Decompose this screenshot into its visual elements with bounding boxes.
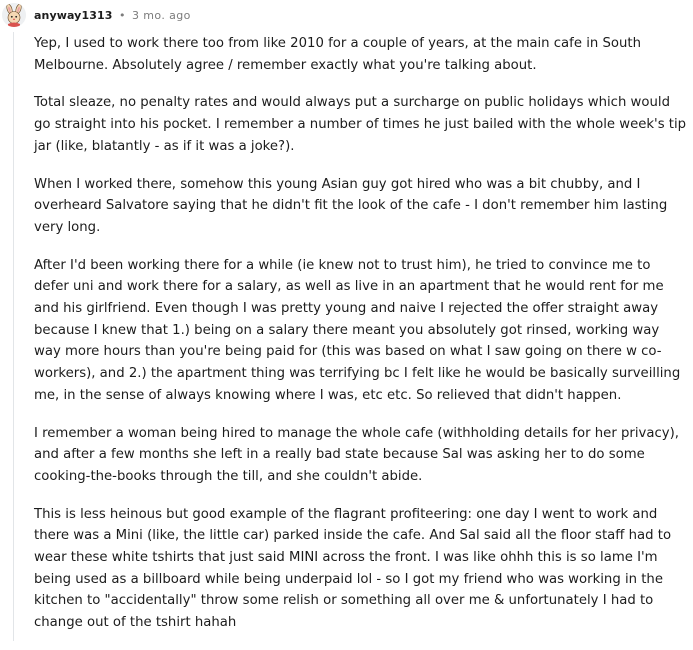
comment-paragraph: When I worked there, somehow this young Asian guy got hired who was a bit chubby, and I overheard Salvatore saying that he didn't fit the look of the cafe - I don't remember him lasting very long. [34, 176, 668, 235]
meta-separator: • [118, 9, 126, 22]
comment-paragraph: I remember a woman being hired to manage the whole cafe (withholding details for her privacy), and after a few months she left in a really bad state because Sal was asking her to do some cooking-the-books through the till, and she couldn't abide. [34, 425, 679, 484]
comment-body [34, 33, 689, 650]
rabbit-avatar-icon [2, 3, 26, 27]
comment-paragraph: This is less heinous but good example of the flagrant profiteering: one day I went to work and there was a Mini (like, the little car) parked inside the cafe. And Sal said all the floor staff had to wear these white tshirts that just said MINI across the front. I was like ohhh this is so lame I'm being used as a billboard while being underpaid lol - so I got my friend who was working in the kitchen to "accidentally" throw some relish or something all over me & unfortunately I had to change out of the tshirt hahah [34, 506, 672, 631]
comment-timestamp[interactable]: 3 mo. ago [131, 9, 191, 22]
user-avatar[interactable] [2, 3, 26, 27]
comment-meta [34, 9, 191, 23]
thread-line[interactable] [13, 32, 14, 641]
comment-paragraph: Yep, I used to work there too from like 2010 for a couple of years, at the main cafe in South Melbourne. Absolutely agree / remember exactly what you're talking about. [34, 36, 642, 73]
comment-paragraph: After I'd been working there for a while (ie knew not to trust him), he tried to convince me to defer uni and work there for a salary, as well as live in an apartment that he would rent for me and his girlfriend. Even though I was pretty young and naive I rejected the offer straight away because I knew that 1.) being on a salary there meant you absolutely got rinsed, working way way more hours than you're being paid for (this was based on what I saw going on there w co-workers), and 2.) the apartment thing was terrifying bc I felt like he would be basically surveilling me, in the sense of always knowing where I was, etc etc. So relieved that didn't happen. [34, 257, 681, 403]
author-username[interactable]: anyway1313 [34, 9, 113, 22]
comment-paragraph: Total sleaze, no penalty rates and would always put a surcharge on public holidays which would go straight into his pocket. I remember a number of times he just bailed with the whole week's tip jar (like, blatantly - as if it was a joke?). [34, 95, 687, 154]
